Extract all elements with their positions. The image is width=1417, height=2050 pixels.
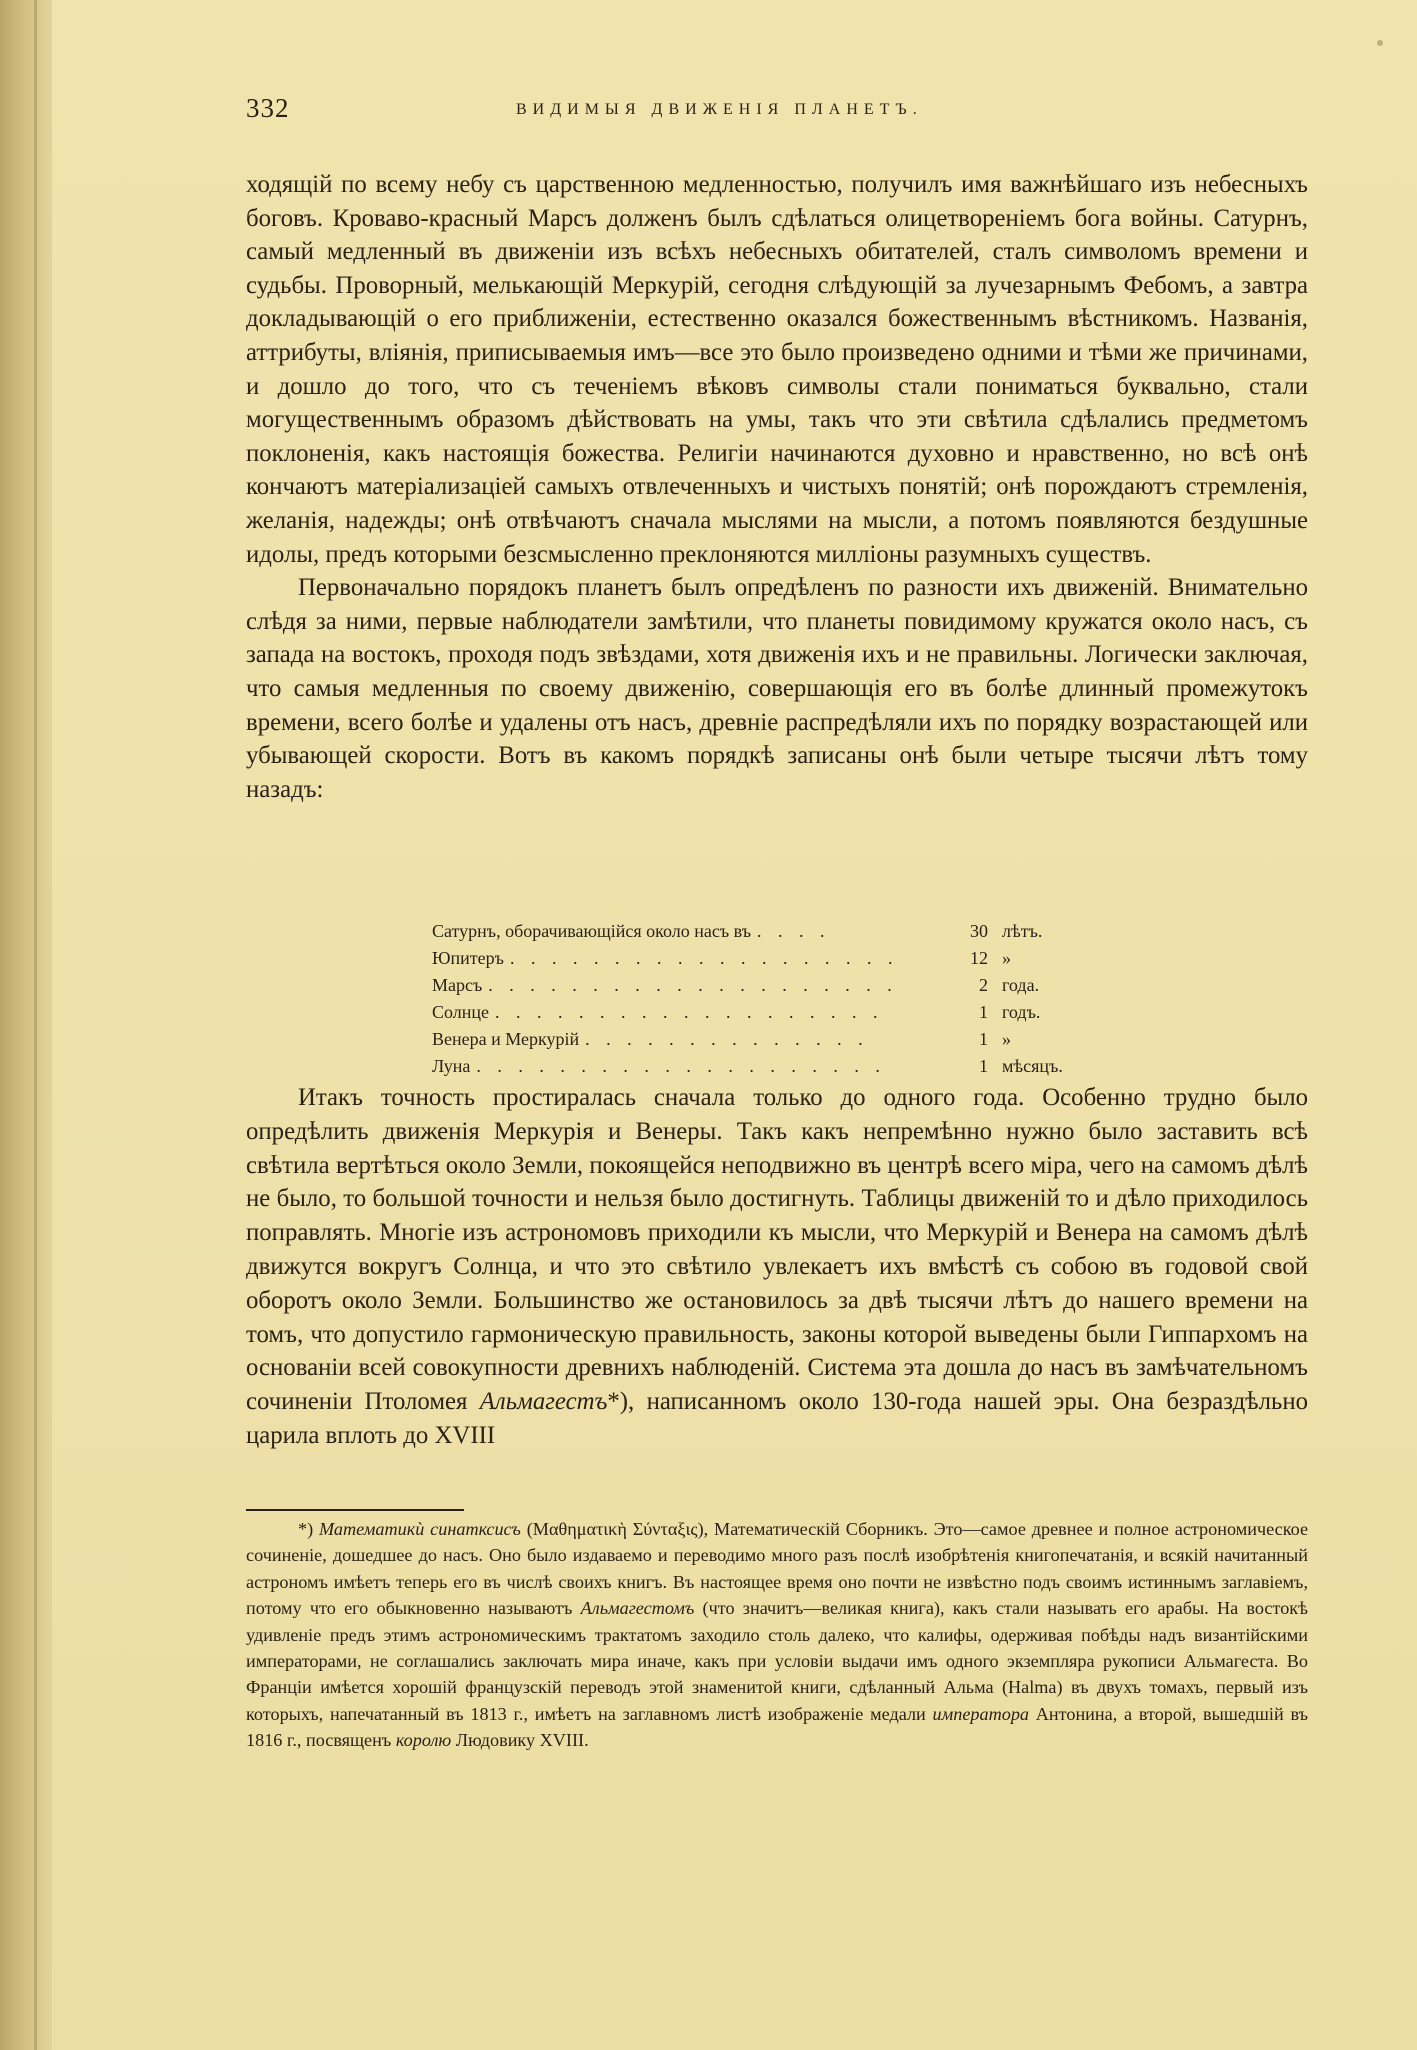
footnote-paragraph bbox=[246, 1516, 1308, 1754]
running-title: ВИДИМЫЯ ДВИЖЕНІЯ ПЛАНЕТЪ. bbox=[516, 101, 923, 118]
table-row bbox=[432, 999, 1092, 1026]
footnote-text: (что значитъ—великая книга), какъ стали называть его арабы. На востокѣ удивленіе предъ этимъ астрономическимъ трактатомъ заходило столь далеко, что калифы, одерживая побѣды надъ византійскими императорами, не соглашались заключать мира иначе, какъ при условіи выдачи имъ одного экземпляра рукописи Альмагеста. Во Франціи имѣется хорошій французскій переводъ этой знаменитой книги, сдѣланный Альма (Halma) въ двухъ томахъ, первый изъ которыхъ, напечатанный въ 1813 г., имѣетъ на заглавномъ листѣ изображеніе медали bbox=[246, 1598, 1309, 1724]
leader-dots: . . . . . . . . . . . . . . . . . . . bbox=[495, 1002, 884, 1022]
book-binding-edge bbox=[0, 0, 53, 2050]
table-row bbox=[432, 1053, 1092, 1080]
footnote bbox=[246, 1516, 1308, 1754]
footnote-text: Людовику XVIII. bbox=[455, 1730, 589, 1751]
italic-book-title: Альмагестъ bbox=[479, 1388, 608, 1416]
footnote-marker: *) bbox=[298, 1519, 314, 1539]
period-value: 12 bbox=[970, 948, 988, 968]
italic-term: королю bbox=[395, 1730, 452, 1751]
planet-name: Солнце bbox=[432, 1002, 490, 1022]
period-value: 1 bbox=[979, 1002, 988, 1022]
paragraph: ходящій по всему небу съ царственною медленностью, получилъ имя важнѣйшаго изъ небесныхъ боговъ. Кроваво-красный Марсъ долженъ былъ сдѣлаться олицетвореніемъ бога войны. Сатурнъ, самый медленный въ движеніи изъ всѣхъ небесныхъ обитателей, сталъ символомъ времени и судьбы. Проворный, мелькающій Меркурій, сегодня слѣдующій за лучезарнымъ Фебомъ, а завтра докладывающій о его приближеніи, естественно оказался божественнымъ вѣстникомъ. Названія, аттрибуты, вліянія, приписываемыя имъ—все это было произведено одними и тѣми же причинами, и дошло до того, что съ теченіемъ вѣковъ символы стали пониматься буквально, стали могущественнымъ образомъ дѣйствовать на умы, такъ что эти свѣтила сдѣлались предметомъ поклоненія, какъ настоящія божества. Религіи начинаются духовно и нравственно, но всѣ онѣ кончаютъ матеріализаціей самыхъ отвлеченныхъ и чистыхъ понятій; онѣ порождаютъ стремленія, желанія, надежды; онѣ отвѣчаютъ сначала мыслями на мысли, а потомъ появляются бездушные идолы, предъ которыми безсмысленно преклоняются милліоны разумныхъ существъ. bbox=[246, 171, 1308, 568]
leader-dots: . . . . . . . . . . . . . . . . . . . bbox=[509, 948, 899, 968]
footnote-separator bbox=[246, 1509, 464, 1511]
period-unit: » bbox=[1002, 1029, 1011, 1049]
table-row bbox=[432, 918, 1092, 945]
table-row bbox=[432, 1026, 1092, 1053]
paragraph-text: Итакъ точность простиралась сначала только до одного года. Особенно трудно было опредѣлить движенія Меркурія и Венеры. Такъ какъ непремѣнно нужно было заставить всѣ свѣтила вертѣться около Земли, покоящейся неподвижно въ центрѣ всего міра, чего на самомъ дѣлѣ не было, то большой точности и нельзя было достигнуть. Таблицы движеній то и дѣло приходилось поправлять. Многіе изъ астрономовъ приходили къ мысли, что Меркурій и Венера на самомъ дѣлѣ движутся вокругъ Солнца, и что это свѣтило увлекаетъ ихъ вмѣстѣ съ собою въ годовой свой оборотъ около Земли. Большинство же остановилось за двѣ тысячи лѣтъ до нашего времени на томъ, что допустило гармоническую правильность, законы которой выведены были Гиппархомъ на основаніи всей совокупности древнихъ наблюденій. Система эта дошла до насъ въ замѣчательномъ сочиненіи Птоломея bbox=[246, 1084, 1308, 1416]
period-value: 2 bbox=[979, 975, 988, 995]
page-number: 332 bbox=[246, 93, 290, 123]
planet-name: Луна bbox=[432, 1056, 471, 1076]
period-unit: лѣтъ. bbox=[1002, 921, 1043, 941]
planet-name: Юпитеръ bbox=[432, 948, 504, 968]
page-header bbox=[246, 93, 1306, 133]
leader-dots: . . . . . . . . . . . . . . . . . . . . bbox=[476, 1056, 886, 1076]
footnote-text: (Μαθηματικὴ Σύνταξις), Математическій Сборникъ. Это—самое древнее и полное астрономическое сочиненіе, дошедшее до насъ. Оно было издаваемо и переводимо много разъ послѣ изобрѣтенія книгопечатанія, и всякій начитанный астрономъ имѣетъ теперь его въ числѣ своихъ книгъ. Въ настоящее время оно почти не извѣстно подъ своимъ истиннымъ заглавіемъ, потому что его обыкновенно называютъ bbox=[246, 1519, 1309, 1619]
period-unit: годъ. bbox=[1002, 1002, 1041, 1022]
main-text bbox=[246, 168, 1308, 806]
italic-term: Математикѝ синатксисъ bbox=[319, 1519, 521, 1539]
leader-dots: . . . . . . . . . . . . . . bbox=[585, 1029, 869, 1049]
planet-name: Венера и Меркурій bbox=[432, 1029, 580, 1049]
table-row bbox=[432, 945, 1092, 972]
paragraph: Первоначально порядокъ планетъ былъ опредѣленъ по разности ихъ движеній. Внимательно слѣдя за ними, первые наблюдатели замѣтили, что планеты повидимому кружатся около насъ, съ запада на востокъ, проходя подъ звѣздами, хотя движенія ихъ и не правильны. Логически заключая, что самыя медленныя по своему движенію, совершающія его въ болѣе длинный промежутокъ времени, всего болѣе и удалены отъ насъ, древніе распредѣляли ихъ по порядку возрастающей или убывающей скорости. Вотъ въ какомъ порядкѣ записаны онѣ были четыре тысячи лѣтъ тому назадъ: bbox=[246, 574, 1308, 803]
table-row bbox=[432, 972, 1092, 999]
leader-dots: . . . . . . . . . . . . . . . . . . . . bbox=[488, 975, 898, 995]
italic-term: Альмагестомъ bbox=[580, 1598, 695, 1619]
period-value: 1 bbox=[979, 1056, 988, 1076]
period-value: 30 bbox=[970, 921, 988, 941]
planet-name: Марсъ bbox=[432, 975, 483, 995]
paragraph bbox=[246, 1081, 1308, 1453]
continuation-text bbox=[246, 1081, 1308, 1453]
paper-stain bbox=[1377, 40, 1383, 46]
period-unit: » bbox=[1002, 948, 1011, 968]
footnote-text: Антонина, а второй, вышедшій въ 1816 г., посвященъ bbox=[246, 1703, 1309, 1751]
planet-name: Сатурнъ, оборачивающійся около насъ въ bbox=[432, 921, 752, 941]
paragraph-text: *), написанномъ около 130-года нашей эры. Она безраздѣльно царила вплоть до XVIII bbox=[246, 1388, 1309, 1449]
period-unit: года. bbox=[1002, 975, 1040, 995]
leader-dots: . . . . bbox=[757, 921, 831, 941]
italic-term: императора bbox=[932, 1703, 1030, 1724]
period-unit: мѣсяцъ. bbox=[1002, 1056, 1063, 1076]
period-value: 1 bbox=[979, 1029, 988, 1049]
planet-period-table bbox=[432, 918, 1092, 1080]
